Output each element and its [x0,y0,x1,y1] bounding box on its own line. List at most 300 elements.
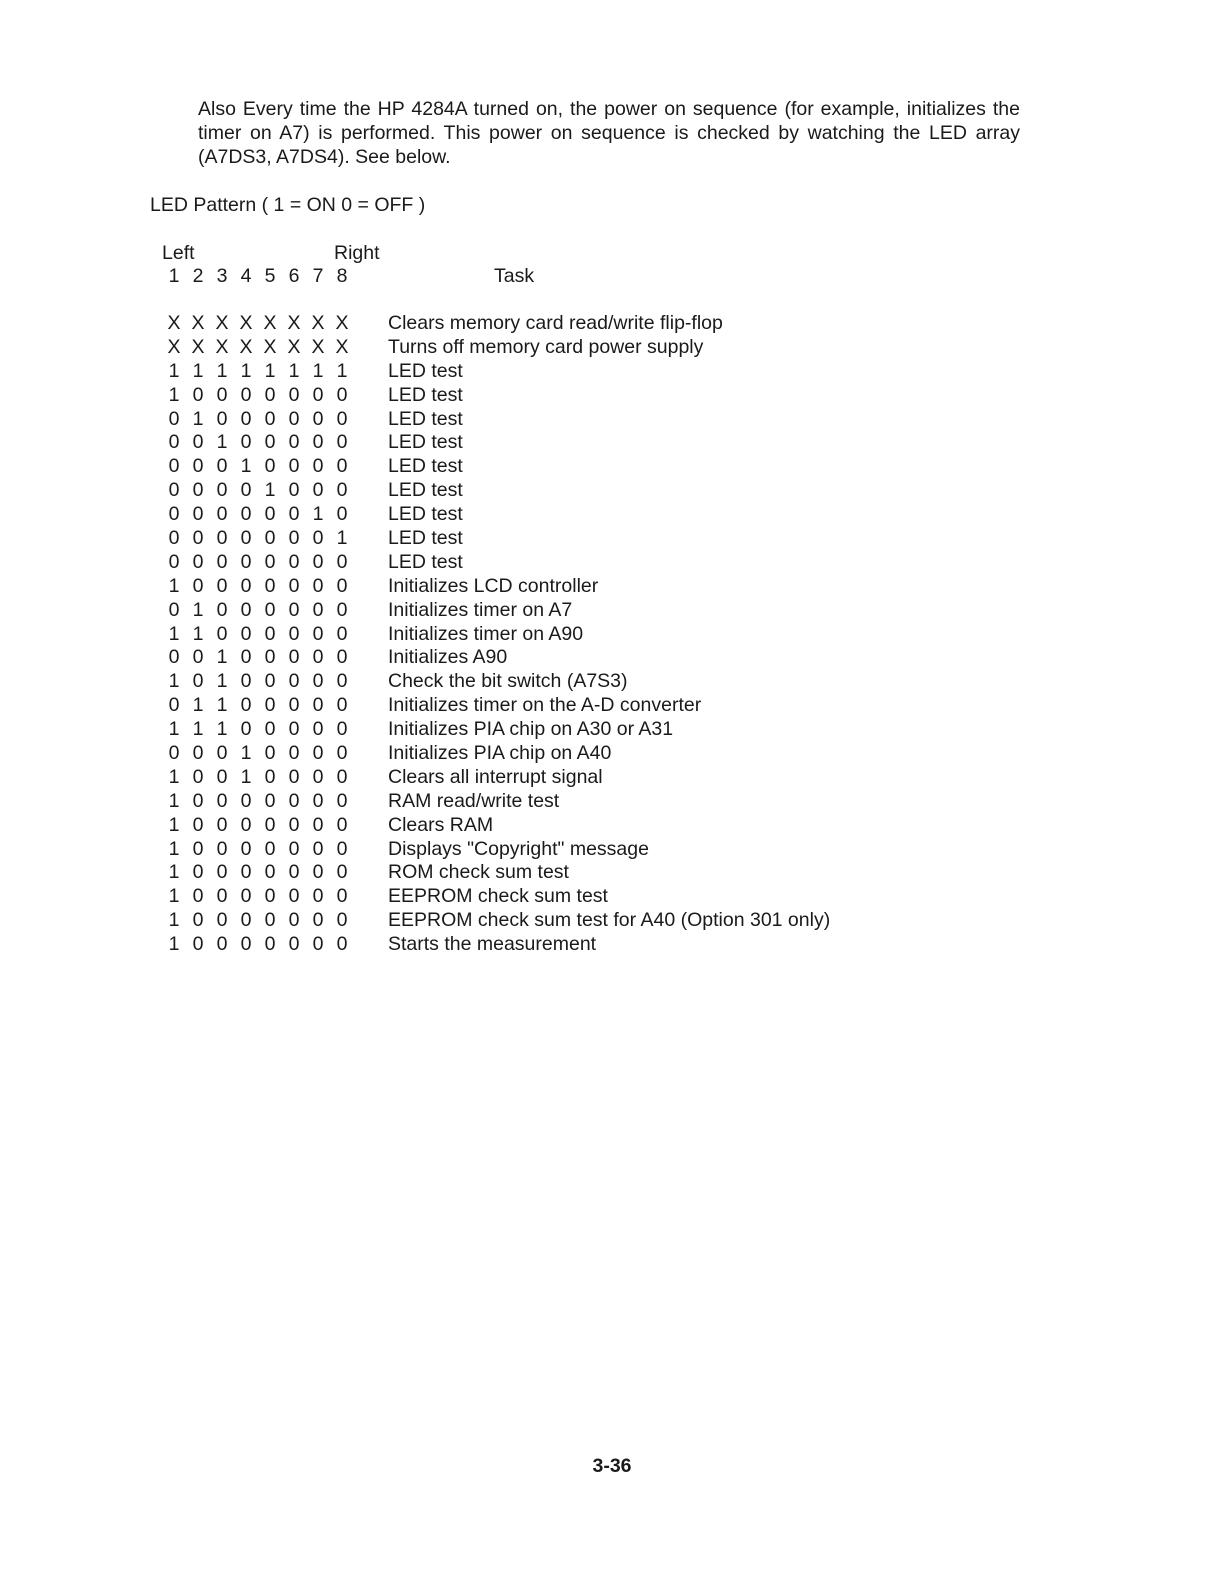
table-row [162,837,830,861]
led-bit: X [191,335,205,358]
left-label: Left [162,242,195,264]
led-bit: 0 [240,718,252,741]
led-bit: 0 [288,550,300,573]
led-bit: 1 [168,909,180,932]
led-bit: 0 [336,694,348,717]
led-bits [162,502,388,526]
led-bit: 0 [336,574,348,597]
intro-paragraph: Also Every time the HP 4284A turned on, the power on sequence (for example, initializes the timer on A7) is performed. This power on sequence is checked by watching the LED array (A7DS3, A7DS4). See below. [198,98,1020,168]
led-bit: 0 [336,909,348,932]
led-bits [162,908,388,932]
table-row [162,669,830,693]
led-bit: X [311,311,325,334]
task-description: Clears RAM [388,813,494,836]
led-bit: 1 [336,359,348,382]
led-bits [162,741,388,765]
led-bit: 0 [216,598,228,621]
table-row [162,359,830,383]
table-row [162,813,830,837]
led-bits [162,550,388,574]
led-bit: X [287,311,301,334]
led-bits [162,598,388,622]
led-bit: 0 [288,765,300,788]
led-bit: 0 [240,789,252,812]
table-row [162,860,830,884]
led-bit: X [335,335,349,358]
bit-number: 7 [312,265,324,287]
task-description: LED test [388,455,463,478]
led-bit: 0 [168,455,180,478]
led-bit: X [239,335,253,358]
task-description: Initializes LCD controller [388,574,599,597]
task-description: LED test [388,359,463,382]
led-bit: 1 [192,694,204,717]
led-bit: 0 [192,550,204,573]
led-bit: 0 [264,718,276,741]
led-bit: 1 [312,503,324,526]
led-bit: 0 [336,765,348,788]
led-bit: 0 [240,694,252,717]
led-bit: 0 [312,455,324,478]
task-description: LED test [388,550,463,573]
table-row [162,884,830,908]
led-bit: 0 [264,765,276,788]
led-bit: 0 [192,909,204,932]
led-bit: 0 [216,455,228,478]
led-bit: 0 [168,407,180,430]
led-bit: 1 [336,526,348,549]
led-bit: 0 [240,861,252,884]
led-bit: 0 [312,383,324,406]
table-row [162,407,830,431]
led-bit: 1 [240,765,252,788]
led-bit: 0 [264,813,276,836]
led-bit: 0 [240,479,252,502]
led-bit: 0 [168,503,180,526]
led-bit: 0 [288,526,300,549]
led-bit: 0 [288,694,300,717]
right-label: Right [334,242,380,264]
led-bit: 0 [264,646,276,669]
led-bit: X [287,335,301,358]
led-bit: 0 [240,598,252,621]
led-bit: 0 [240,670,252,693]
led-bit: 0 [216,526,228,549]
led-bit: 1 [264,359,276,382]
led-bit: 0 [240,909,252,932]
table-row [162,454,830,478]
led-bit: 1 [168,813,180,836]
led-bit: 0 [336,813,348,836]
task-description: Initializes PIA chip on A40 [388,741,612,764]
table-row [162,598,830,622]
led-bit: 1 [168,359,180,382]
led-bits [162,311,388,335]
table-row [162,717,830,741]
led-bit: 0 [192,455,204,478]
led-bit: 0 [264,550,276,573]
bit-number: 8 [336,265,348,287]
led-bit: 0 [168,526,180,549]
led-bit: 0 [336,598,348,621]
led-bits [162,860,388,884]
led-bit: 0 [168,479,180,502]
led-bit: 1 [168,718,180,741]
led-bit: 1 [240,741,252,764]
led-bit: 0 [336,837,348,860]
task-description: Initializes timer on A7 [388,598,573,621]
led-bit: X [239,311,253,334]
led-bit: 0 [216,503,228,526]
led-bit: 0 [192,383,204,406]
led-bit: 0 [288,431,300,454]
led-bit: 0 [264,837,276,860]
bit-number: 6 [288,265,300,287]
led-bit: 0 [312,550,324,573]
led-bit: 0 [264,933,276,956]
task-description: LED test [388,503,463,526]
led-bit: 0 [192,646,204,669]
task-description: Turns off memory card power supply [388,335,704,358]
table-row [162,335,830,359]
led-bits [162,693,388,717]
led-bit: 0 [192,861,204,884]
led-bit: 1 [264,479,276,502]
bit-number: 5 [264,265,276,287]
led-bit: 0 [312,479,324,502]
led-bit: 0 [216,885,228,908]
led-bit: 0 [240,407,252,430]
led-bit: 0 [192,813,204,836]
task-description: LED test [388,383,463,406]
led-bit: 0 [336,479,348,502]
led-bit: 0 [312,718,324,741]
task-description: Initializes timer on A90 [388,622,584,645]
led-bit: 0 [240,383,252,406]
bit-number: 4 [240,265,252,287]
led-bit: 0 [336,383,348,406]
bit-number: 3 [216,265,228,287]
led-bit: 0 [288,741,300,764]
led-bit: 0 [192,765,204,788]
led-bit: 1 [192,598,204,621]
led-bit: 0 [312,861,324,884]
led-bit: 0 [216,933,228,956]
led-bit: 0 [264,383,276,406]
led-bit: X [335,311,349,334]
led-bit: 0 [264,622,276,645]
page-number: 3-36 [592,1455,632,1477]
task-header: Task [494,265,535,287]
led-bits [162,574,388,598]
table-row [162,932,830,956]
task-description: Displays "Copyright" message [388,837,649,860]
led-bit: 0 [216,813,228,836]
led-bit: 0 [192,526,204,549]
led-bit: 0 [312,837,324,860]
led-bit: 0 [264,574,276,597]
task-description: EEPROM check sum test [388,885,608,908]
led-bit: 0 [240,837,252,860]
led-bit: 0 [264,694,276,717]
led-bit: 1 [312,359,324,382]
table-row [162,478,830,502]
led-bit: 0 [216,909,228,932]
led-bit: 0 [336,550,348,573]
led-bit: 1 [240,359,252,382]
led-bit: 0 [312,670,324,693]
led-bit: 0 [264,670,276,693]
led-pattern-legend: LED Pattern ( 1 = ON 0 = OFF ) [150,194,426,216]
task-description: Starts the measurement [388,933,597,956]
led-bit: 0 [240,550,252,573]
led-bit: 0 [264,861,276,884]
led-bit: 0 [288,837,300,860]
led-bit: 0 [192,837,204,860]
led-bit: 0 [192,574,204,597]
led-bit: 1 [216,431,228,454]
led-bit: 0 [216,741,228,764]
led-bits [162,645,388,669]
led-bit: 0 [240,526,252,549]
led-bit: 0 [288,909,300,932]
table-row [162,765,830,789]
led-bit: 0 [288,383,300,406]
led-bit: 0 [312,813,324,836]
bit-number-header [162,264,354,288]
led-bit: 0 [312,789,324,812]
led-bits [162,407,388,431]
led-bit: 0 [288,622,300,645]
table-row [162,789,830,813]
led-bit: 0 [288,813,300,836]
led-bit: 0 [288,646,300,669]
led-bit: 0 [264,503,276,526]
led-bit: 0 [312,646,324,669]
led-bit: 0 [192,670,204,693]
led-bit: 0 [192,933,204,956]
led-bit: 0 [192,741,204,764]
led-bit: 0 [288,455,300,478]
led-bit: X [215,311,229,334]
led-bit: 0 [312,694,324,717]
led-bit: 0 [312,622,324,645]
task-description: Initializes timer on the A-D converter [388,694,702,717]
table-row [162,741,830,765]
led-bit: 0 [240,646,252,669]
led-bit: 0 [312,431,324,454]
led-bit: 1 [216,694,228,717]
led-bit: X [167,311,181,334]
led-bit: 0 [216,765,228,788]
led-bit: 0 [240,933,252,956]
led-bit: X [263,335,277,358]
led-bit: 1 [168,574,180,597]
led-bit: 0 [216,407,228,430]
led-bit: 0 [288,574,300,597]
led-bit: 0 [264,455,276,478]
led-bits [162,383,388,407]
led-bits [162,526,388,550]
led-bits [162,789,388,813]
led-bit: 1 [192,622,204,645]
led-bit: 0 [336,646,348,669]
led-bit: 1 [168,837,180,860]
led-bit: 0 [288,503,300,526]
led-bit: 0 [264,741,276,764]
led-bit: 0 [168,431,180,454]
led-bit: 0 [312,574,324,597]
led-bit: 0 [336,741,348,764]
task-description: Initializes A90 [388,646,508,669]
led-bits [162,669,388,693]
led-bit: 0 [312,909,324,932]
led-bit: 1 [168,789,180,812]
led-bit: 0 [288,718,300,741]
led-bits [162,359,388,383]
led-bit: 0 [264,598,276,621]
table-row [162,430,830,454]
led-bit: X [215,335,229,358]
led-bit: 0 [288,789,300,812]
led-bit: 1 [216,646,228,669]
led-bit: 0 [288,885,300,908]
led-bit: 0 [216,383,228,406]
table-row [162,645,830,669]
led-bits [162,478,388,502]
led-bit: 1 [192,407,204,430]
task-description: Initializes PIA chip on A30 or A31 [388,718,674,741]
led-bit: 1 [288,359,300,382]
led-bit: 0 [216,550,228,573]
led-bit: 1 [168,383,180,406]
bit-number: 2 [192,265,204,287]
table-row [162,908,830,932]
led-bits [162,335,388,359]
led-bits [162,430,388,454]
led-bit: 0 [336,407,348,430]
led-bit: 0 [336,622,348,645]
task-description: LED test [388,407,463,430]
led-bits [162,454,388,478]
led-bits [162,932,388,956]
led-bits [162,717,388,741]
led-bit: 0 [336,455,348,478]
led-bit: 0 [336,933,348,956]
led-bit: 0 [312,741,324,764]
led-bit: 0 [264,526,276,549]
led-bit: 1 [168,885,180,908]
table-row [162,622,830,646]
led-bit: 1 [168,765,180,788]
led-bit: 0 [168,550,180,573]
led-bit: 0 [240,574,252,597]
led-bit: 0 [336,885,348,908]
led-bit: 1 [168,933,180,956]
led-bit: 0 [312,407,324,430]
task-description: Clears all interrupt signal [388,765,603,788]
bit-number: 1 [168,265,180,287]
led-bit: 0 [288,670,300,693]
led-bit: 0 [240,431,252,454]
led-bit: 0 [192,503,204,526]
led-bit: 0 [192,885,204,908]
led-bit: 0 [168,694,180,717]
led-bit: 0 [192,789,204,812]
led-bits [162,884,388,908]
table-row [162,550,830,574]
led-bit: 0 [336,861,348,884]
led-bit: 0 [312,885,324,908]
led-bit: 0 [216,622,228,645]
led-bit: 1 [168,670,180,693]
led-bit: 0 [216,479,228,502]
table-row [162,693,830,717]
led-bit: 0 [336,789,348,812]
led-bit: 0 [288,861,300,884]
task-description: Clears memory card read/write flip-flop [388,311,723,334]
led-bit: 0 [288,407,300,430]
led-bits [162,813,388,837]
table-row [162,383,830,407]
led-bit: 0 [264,885,276,908]
task-description: LED test [388,526,463,549]
led-bit: 0 [216,789,228,812]
led-bit: 0 [168,741,180,764]
task-description: LED test [388,431,463,454]
led-bit: 0 [336,503,348,526]
led-bit: 1 [240,455,252,478]
led-bit: 1 [168,861,180,884]
led-bit: 0 [240,813,252,836]
led-bit: 0 [192,479,204,502]
led-bit: 0 [216,837,228,860]
led-bit: 1 [216,670,228,693]
led-bit: 0 [312,933,324,956]
led-bit: 0 [240,885,252,908]
led-bit: 1 [192,359,204,382]
table-row [162,502,830,526]
led-bit: 0 [264,407,276,430]
led-bit: 0 [168,646,180,669]
task-description: EEPROM check sum test for A40 (Option 301 only) [388,909,831,932]
led-bit: 0 [288,479,300,502]
led-bit: 0 [240,503,252,526]
table-row [162,574,830,598]
led-bit: 0 [264,431,276,454]
led-bit: 0 [264,789,276,812]
led-bit: 0 [336,718,348,741]
led-bit: 0 [216,861,228,884]
led-bit: 0 [264,909,276,932]
led-bit: 1 [216,359,228,382]
task-description: ROM check sum test [388,861,569,884]
led-bit: X [263,311,277,334]
led-bit: 0 [288,933,300,956]
led-bit: 0 [240,622,252,645]
led-bits [162,837,388,861]
task-description: RAM read/write test [388,789,560,812]
led-bit: X [167,335,181,358]
led-pattern-table [162,311,830,956]
led-bit: X [311,335,325,358]
led-bit: 0 [288,598,300,621]
table-row [162,526,830,550]
led-bit: 0 [216,574,228,597]
led-bit: 1 [192,718,204,741]
led-bit: 0 [312,526,324,549]
table-row [162,311,830,335]
